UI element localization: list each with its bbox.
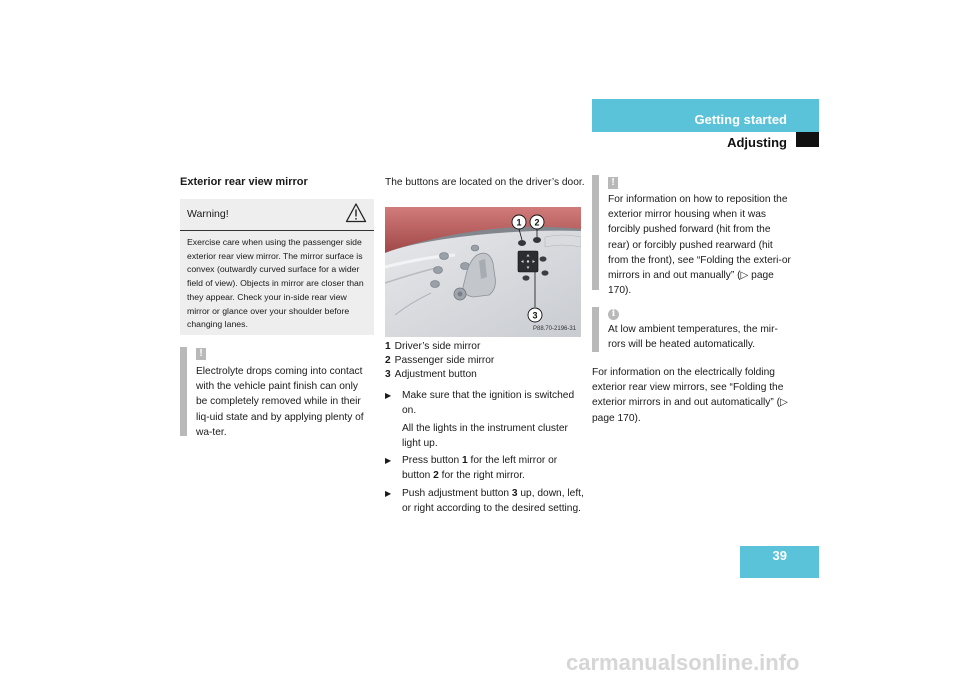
warning-triangle-icon <box>345 202 367 224</box>
warning-divider <box>180 230 374 231</box>
page-heading: Exterior rear view mirror <box>180 176 308 188</box>
step-arrow-icon: ▶ <box>385 489 392 498</box>
exclamation-icon: ! <box>196 348 206 360</box>
note-sidebar <box>180 347 187 436</box>
watermark: carmanualsonline.info <box>566 650 800 675</box>
page-number: 39 <box>772 548 787 563</box>
intro-text: The buttons are located on the driver’s door. <box>385 177 585 188</box>
exclamation-icon: ! <box>608 177 618 189</box>
instruction-step: ▶ Press button 1 for the left mirror or button 2 for the right mirror. <box>385 455 558 482</box>
info-icon: i <box>608 309 619 320</box>
button-left-mirror <box>518 240 526 246</box>
section-title: Adjusting <box>727 135 787 150</box>
note-text: For information on how to reposition the exterior mirror housing when it was forcibly pushed forward (hit from the rear) or forcibly pushed rearward (hit from the front), see “Folding the exteri-or mirrors in and out manually” (▷ page 170). <box>608 194 791 297</box>
image-code: P88.70-2196-31 <box>533 326 577 332</box>
legend-item: 3 Adjustment button <box>385 369 477 380</box>
callout-2: 2 <box>534 217 540 228</box>
callout-1: 1 <box>516 217 522 228</box>
note-sidebar <box>592 175 599 290</box>
step-result-text: All the lights in the instrument cluster light up. <box>402 423 568 450</box>
button-right-mirror <box>533 237 541 243</box>
legend-item: 1 Driver’s side mirror <box>385 341 481 352</box>
note-sidebar <box>592 307 599 352</box>
chapter-title: Getting started <box>694 112 787 127</box>
note-text: Electrolyte drops coming into contact with the vehicle paint finish can only be completely removed while in their liq-uid state and by applying plenty of wa-ter. <box>196 366 364 438</box>
step-arrow-icon: ▶ <box>385 391 392 400</box>
callout-3: 3 <box>532 310 538 321</box>
legend <box>385 340 494 382</box>
header-marker <box>796 132 819 147</box>
step-arrow-icon: ▶ <box>385 456 392 465</box>
info-text: At low ambient temperatures, the mir-rors will be heated automatically. <box>608 324 778 351</box>
instruction-step: ▶ Push adjustment button 3 up, down, left, or right according to the desired setting. <box>385 488 584 515</box>
legend-item: 2 Passenger side mirror <box>385 355 495 366</box>
instruction-step: ▶ Make sure that the ignition is switched on. <box>385 390 575 417</box>
warning-title: Warning! <box>187 208 229 220</box>
body-paragraph: For information on the electrically folding exterior rear view mirrors, see “Folding the exterior mirrors in and out automatically” (▷ page 170). <box>592 367 788 424</box>
warning-text: Exercise care when using the passenger side exterior rear view mirror. The mirror surface is convex (outwardly curved surface for a wider field of view). Objects in mirror are closer than they appear. Check your in-side rear view mirror or glance over your shoulder before changing lanes. <box>187 237 364 330</box>
door-controls-photo <box>385 207 581 337</box>
